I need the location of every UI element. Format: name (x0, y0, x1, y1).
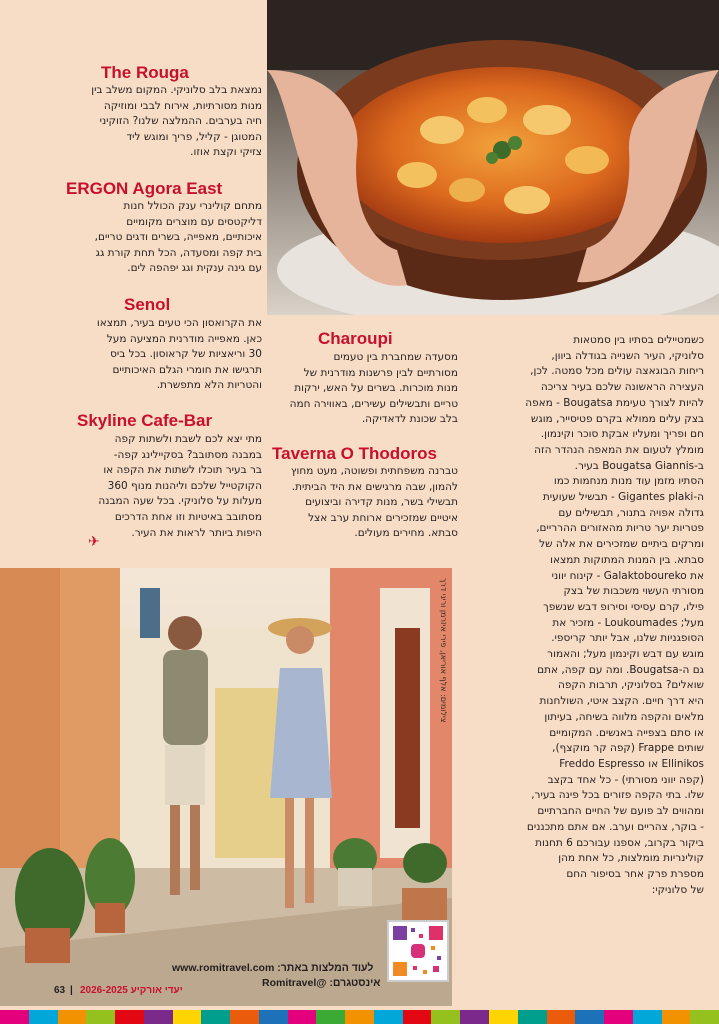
text-line: העצירה הראשונה שלכם בעיר צריכה (540, 381, 704, 394)
text-line: כשמטיילים בסתיו בין סמטאות (573, 334, 704, 346)
text-line: מסתובב באיטיות וזו אחת הדרכים (114, 510, 262, 523)
qr-code-icon (387, 920, 449, 982)
text-line: דליקטסים עם מוצרים מקומיים (126, 215, 262, 228)
text-line: צזיקי וקצת אוזו. (190, 146, 262, 159)
text-line: הסופגניות שלנו, אבל יותר קריספי. (551, 632, 704, 645)
skyline-paragraph (54, 432, 262, 541)
airplane-icon: ✈ (88, 534, 100, 550)
text-line: תרגישו את חומרי הגלם האיכותיים (112, 363, 262, 376)
text-line: את הקרואסון הכי טעים בעיר, תמצאו (96, 317, 262, 329)
text-line: מסורתיים לבין פרשנות מודרנית של (303, 366, 458, 379)
text-line: מסורתי העשוי משכבות של בצק (563, 585, 704, 598)
page-number: 63 (54, 985, 66, 996)
text-line: Ellinikos או Freddo Espresso (559, 757, 704, 770)
ergon-heading: ERGON Agora East (66, 179, 223, 198)
text-line: ומרקים ביתיים שמזכירים את אלה של (539, 538, 704, 551)
charoupi-heading: Charoupi (318, 329, 393, 348)
text-line: סבתא. בין המנות המתוקות תמצאו (550, 553, 704, 566)
stripe-segment (288, 1010, 317, 1024)
stripe-segment (518, 1010, 547, 1024)
footer-instagram[interactable]: אינסטגרם: @Romitravel (262, 977, 381, 989)
text-line: ב-Bougatsa Giannis בעיר. (574, 459, 704, 472)
text-line: מנות מסורתיות, אירוח לבבי ומוזיקה (103, 99, 262, 112)
senol-paragraph (52, 316, 262, 394)
page-info: יעדי אורקיע 2026-2025 (80, 985, 183, 996)
stripe-segment (431, 1010, 460, 1024)
stripe-segment (115, 1010, 144, 1024)
text-line: היפות ביותר לראות את העיר. (131, 526, 262, 539)
street-photo (0, 568, 452, 1006)
stripe-segment (575, 1010, 604, 1024)
text-line: פטריות יער טריות מהאזורים ההרריים, (536, 522, 704, 535)
text-line: גדולה אפויה בתנור, תבשילים עם (558, 506, 704, 519)
text-line: את Galaktoboureko - קינוח יווני (551, 569, 704, 582)
text-line: מומלץ לטעום את המאפה הנהדר הזה (534, 443, 704, 456)
stripe-segment (460, 1010, 489, 1024)
text-line: בית קפה ומסעדה, הכל תחת קורת גג (95, 246, 262, 259)
charoupi-paragraph (268, 350, 458, 428)
page-separator: | (70, 985, 73, 996)
text-line: איטיים שמזכירים ארוחת ערב אצל (308, 511, 458, 524)
text-line: ריחות הבוגאצה עולים מכל סמטה. לכן, (530, 365, 704, 378)
stripe-segment (604, 1010, 633, 1024)
text-line: להמון, שבה מרגישים את היד הביתית. (291, 480, 458, 493)
text-line: ביקור בקרוב, אספנו עבורכם 6 תחנות (535, 836, 704, 849)
rouga-heading: The Rouga (101, 63, 189, 82)
stripe-segment (86, 1010, 115, 1024)
text-line: בצק עלים ממולא בקרם פטיסייר, מוגש (530, 412, 704, 425)
text-line: הסתיו מזמן עוד מנות מנחמות כמו (553, 475, 704, 488)
text-line: ה-Gigantes plaki - תבשיל שעועית (542, 491, 704, 504)
text-line: תבשילי בשר, מנות קדירה וביצועים (305, 496, 458, 509)
stripe-segment (173, 1010, 202, 1024)
text-line: איכותיים, מאפייה, בשרים ודגים טריים, (94, 231, 262, 244)
stripe-segment (144, 1010, 173, 1024)
stripe-segment (662, 1010, 691, 1024)
text-line: שותים Frappe (קפה קר מוקצף), (552, 742, 704, 755)
text-line: מתי יצא לכם לשבת ולשתות קפה (114, 433, 262, 445)
text-line: מלאים והקפה מלווה בשיחה, בעיתון (544, 710, 704, 723)
text-line: - בוקר, צהריים וערב. אם אתם מתכננים (526, 820, 704, 833)
skyline-heading: Skyline Cafe-Bar (77, 411, 213, 430)
text-line: מנות מוכרות. בשרים על האש, ירקות (294, 382, 458, 395)
color-stripe (0, 1010, 719, 1024)
text-line: מוגש עם דבש וקינמון מעל; והאמור (547, 648, 704, 661)
text-line: או סתם בצפייה באנשים. המקומיים (549, 726, 704, 739)
stripe-segment (633, 1010, 662, 1024)
photo-credit: צילומים: אלף אוריאן, פירי איזרמן וריגי דרך (439, 578, 448, 723)
text-line: היא דרך חיים. הקצב איטי, השולחנות (539, 695, 704, 708)
text-line: בלב שכונת לדאדיקה. (361, 413, 458, 426)
stripe-segment (316, 1010, 345, 1024)
text-line: (קפה יווני מסורתי) - כל אחד בקצב (547, 773, 704, 786)
text-line: מסעדה שמחברת בין טעמים (333, 351, 458, 363)
stripe-segment (374, 1010, 403, 1024)
food-photo (267, 0, 719, 315)
stripe-segment (547, 1010, 576, 1024)
text-line: הקוקטייל שלכם וליהנות מנוף 360 (107, 479, 262, 492)
text-line: טברנה משפחתית ופשוטה, מעט מחוץ (290, 465, 458, 477)
text-line: טריים ותבשילים עשירים, באווירה חמה (289, 397, 458, 410)
taverna-paragraph (268, 464, 458, 542)
text-line: מעלות על סלוניקי. בכל שעה המבנה (98, 495, 262, 508)
text-line: של סלוניקי: (651, 883, 704, 896)
stripe-segment (0, 1010, 29, 1024)
text-line: מעל; Loukoumades - מזכיר את (552, 616, 704, 629)
text-line: גם ה-Bougatsa. ומה עם קפה, אתם (537, 663, 704, 676)
text-line: קולינריות מומלצות, כל אחת מהן (558, 852, 704, 865)
text-line: סלוניקי, העיר השנייה בגודלה ביוון, (551, 349, 704, 362)
text-line: חיה בערבים. ההמלצה שלנו? הזוקיני (99, 115, 262, 128)
text-line: מספרת פרק אחר בסיפור החם (566, 867, 704, 880)
text-line: חם ופריך ומעליו אבקת סוכר וקינמון. (540, 428, 704, 441)
stripe-segment (230, 1010, 259, 1024)
text-line: מתחם קולינרי ענק הכולל חנות (123, 200, 262, 212)
text-line: סבתא. מחירים מעולים. (354, 527, 458, 540)
main-article (466, 333, 704, 898)
stripe-segment (345, 1010, 374, 1024)
text-line: בר בעיר תוכלו לשתות את הקפה או (103, 464, 262, 477)
text-line: עם גינה ענקית וגג יפהפה לים. (127, 262, 262, 275)
text-line: ומהווים לב פועם של החיים החברתיים (537, 805, 704, 818)
stripe-segment (259, 1010, 288, 1024)
text-line: כאן. מאפייה מודרנית המציעה מעל (106, 332, 262, 345)
taverna-heading: Taverna O Thodoros (272, 444, 437, 463)
text-line: שואלים? בסלוניקי, תרבות הקפה (558, 679, 704, 692)
stripe-segment (58, 1010, 87, 1024)
ergon-paragraph (52, 199, 262, 277)
text-line: המטוגן - קליל, פריך ומוגש ליד (126, 130, 262, 143)
footer-website[interactable]: לעוד המלצות באתר: www.romitravel.com (172, 962, 374, 974)
stripe-segment (690, 1010, 719, 1024)
text-line: והטריות הלא מתפשרת. (156, 379, 262, 392)
text-line: פילו, קרם עסיסי וסירופ דבש שנשפך (543, 600, 704, 613)
senol-heading: Senol (124, 295, 171, 314)
text-line: נמצאת בלב סלוניקי. המקום משלב בין (91, 84, 262, 96)
rouga-paragraph (58, 83, 262, 161)
text-line: שלו. בתי הקפה פזורים בכל פינה בעיר, (531, 789, 704, 802)
stripe-segment (29, 1010, 58, 1024)
stripe-segment (201, 1010, 230, 1024)
text-line: 30 וריאציות של קראוסון. בכל ביס (110, 348, 262, 361)
stripe-segment (489, 1010, 518, 1024)
text-line: להיות לצורך טעימת Bougatsa - מאפה (525, 396, 704, 409)
stripe-segment (403, 1010, 432, 1024)
text-line: במבנה מסתובב? בסקיילינג קפה- (113, 448, 262, 461)
